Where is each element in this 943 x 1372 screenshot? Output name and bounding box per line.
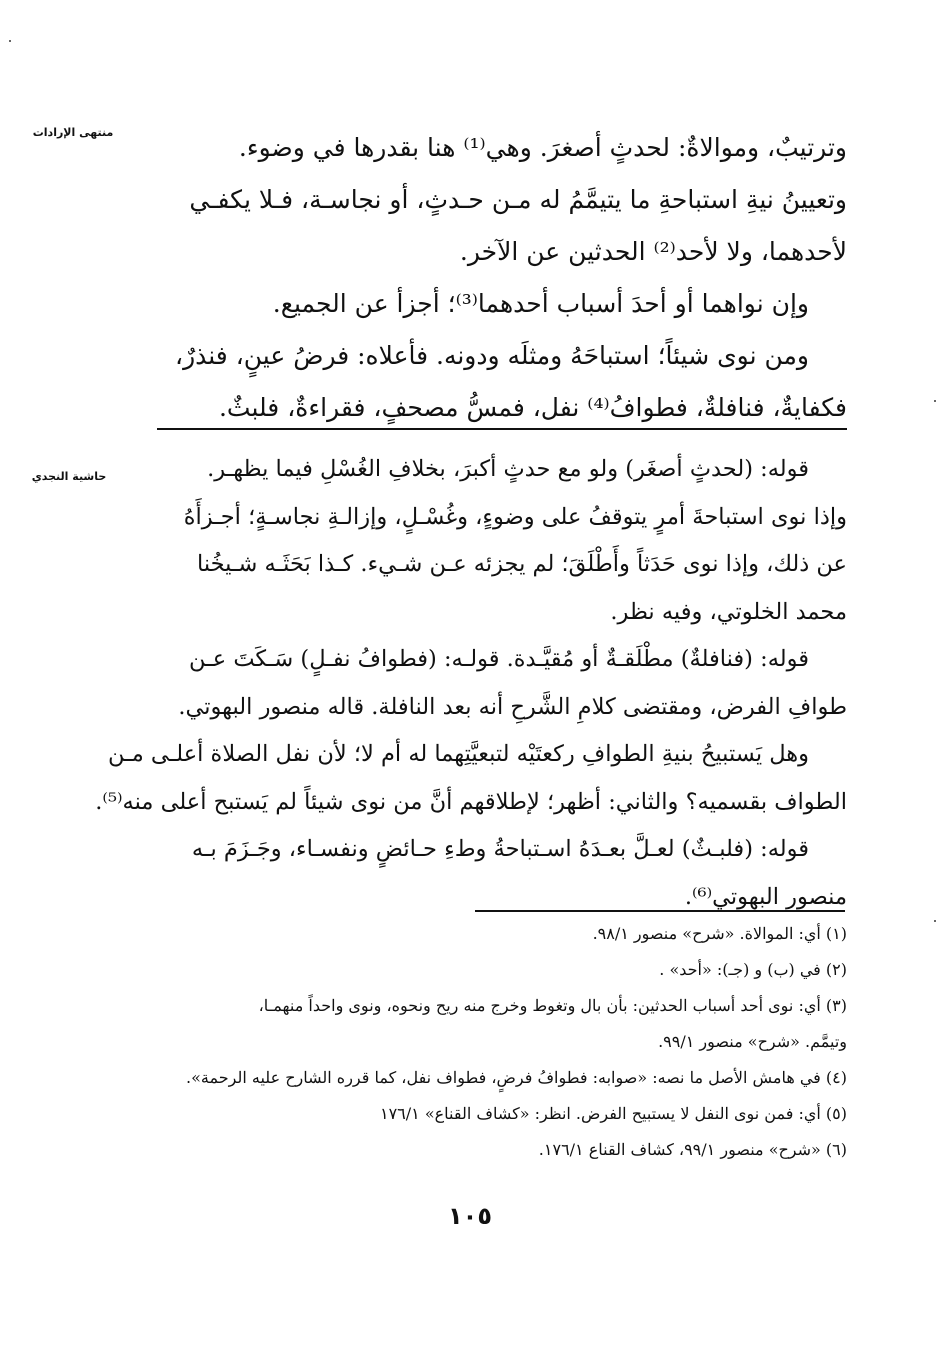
commentary-line: الطواف بقسميه؟ والثاني: أظهر؛ لإطلاقهم أنَّ من نوى شيئاً لم يَستبح أعلى منه⁽⁵⁾.: [95, 788, 847, 815]
main-text-line: وترتيبٌ، وموالاةٌ: لحدثٍ أصغرَ. وهي⁽¹⁾ هنا بقدرها في وضوء.: [238, 133, 847, 162]
commentary-text: [95, 446, 847, 921]
footnote-line: (٦) «شرح» منصور ٩٩/١، كشاف القناع ١٧٦/١.: [538, 1140, 847, 1159]
commentary-line: وإذا نوى استباحةَ أمرٍ يتوقفُ على وضوءٍ، وغُسْـلٍ، وإزالـةِ نجاسـةٍ؛ أجـزأَهُ: [183, 503, 847, 530]
commentary-line: محمد الخلوتي، وفيه نظر.: [610, 598, 847, 625]
page-number: ١٠٥: [448, 1202, 492, 1230]
main-text-line: وإن نواهما أو أحدَ أسباب أحدهما⁽³⁾؛ أجزأ عن الجميع.: [272, 289, 809, 318]
commentary-line: قوله: (فلبـثٌ) لعـلَّ بعـدَهُ اسـتباحةُ وطءِ حـائضٍ ونفسـاء، وجَـزَمَ بـه: [191, 836, 809, 862]
footnote-line: (٤) في هامش الأصل ما نصه: «صوابه: فطوافُ فرضٍ، فطواف نفل، كما قرره الشارح عليه الرحمة».: [186, 1068, 847, 1087]
footnote-line: (٢) في (ب) و (جـ): «أحد» .: [659, 960, 847, 979]
commentary-line: منصور البهوتي⁽⁶⁾.: [684, 883, 847, 910]
footnote-line: (٥) أي: فمن نوى النفل لا يستبيح الفرض. انظر: «كشاف القناع» ١٧٦/١: [379, 1104, 847, 1123]
footnotes: [155, 916, 847, 1168]
main-text-line: فكفايةٌ، فنافلةٌ، فطوافُ⁽⁴⁾ نفل، فمسُّ مصحفٍ، فقراءةٌ، فلبثٌ.: [218, 393, 847, 422]
commentary-line: طوافِ الفرض، ومقتضى كلامِ الشَّرحِ أنه بعد النافلة. قاله منصور البهوتي.: [178, 693, 847, 720]
main-text-line: وتعيينُ نيةِ استباحةِ ما يتيمَّمُ له مـن حـدثٍ، أو نجاسـة، فـلا يكفـي: [189, 185, 847, 214]
footnote-line: (٣) أي: نوى أحد أسباب الحدثين: بأن بال وتغوط وخرج منه ريح ونحوه، ونوى واحداً منهمـا،: [258, 996, 847, 1015]
scan-speck: [9, 40, 11, 42]
side-label-hashiya: حاشية النجدي: [31, 470, 107, 483]
commentary-line: قوله: (لحدثٍ أصغَر) ولو مع حدثٍ أكبرَ، بخلافِ الغُسْلِ فيما يظهـر.: [207, 456, 809, 482]
scan-speck: [934, 400, 936, 402]
footnote-line: وتيمَّم. «شرح» منصور ٩٩/١.: [658, 1032, 847, 1051]
footnote-line: (١) أي: الموالاة. «شرح» منصور ٩٨/١.: [592, 924, 847, 943]
commentary-line: قوله: (فنافلةٌ) مطْلَقـةٌ أو مُقيَّـدة. قولـه: (فطوافُ نفـلٍ) سَـكَتَ عـن: [189, 646, 809, 672]
commentary-line: عن ذلك، وإذا نوى حَدَثاً وأَطْلَقَ؛ لم يجزئه عـن شـيء. كـذا بَحَثَـه شـيخُنا: [196, 551, 847, 577]
main-text-line: ومن نوى شيئاً؛ استباحَهُ ومثلَه ودونه. فأعلاه: فرضُ عينٍ، فنذرٌ،: [175, 341, 809, 370]
footnote-divider: [475, 910, 845, 912]
side-label-matn: منتهى الإرادات: [32, 126, 114, 139]
main-text: [155, 122, 847, 434]
main-divider: [157, 428, 847, 430]
main-text-line: لأحدهما، ولا لأحد⁽²⁾ الحدثين عن الآخر.: [459, 237, 847, 266]
commentary-line: وهل يَستبيحُ بنيةِ الطوافِ ركعتَيْه لتبعيَّتِهما له أم لا؛ لأن نفل الصلاة أعلـى مـن: [107, 741, 809, 767]
scan-speck: [934, 920, 936, 922]
